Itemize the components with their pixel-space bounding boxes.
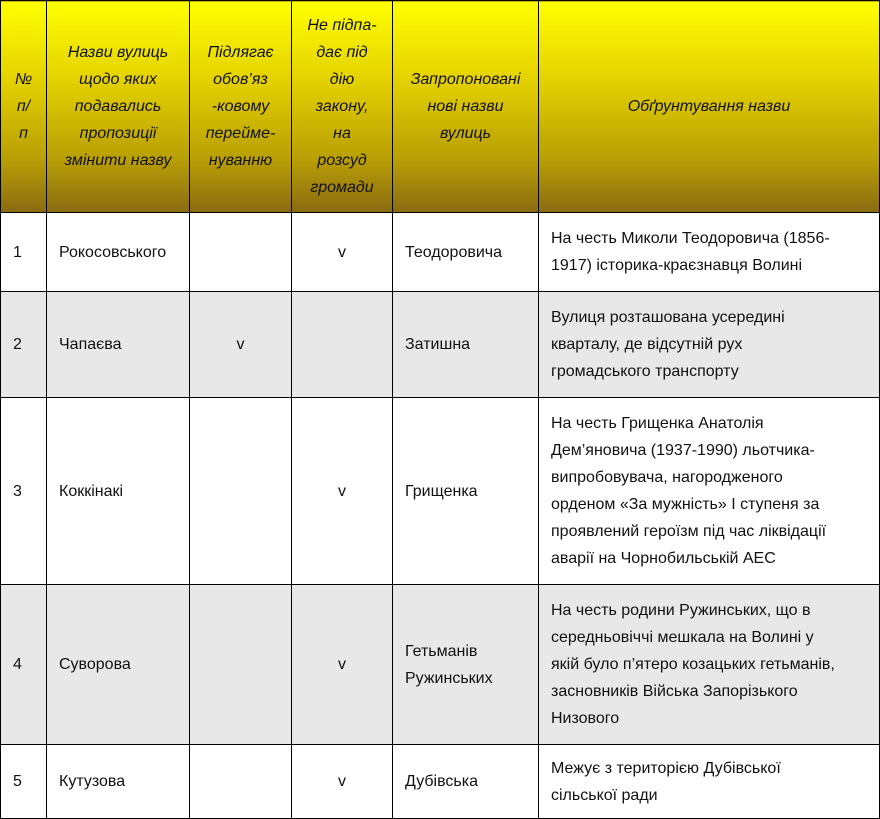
- community-mark: v: [292, 585, 393, 745]
- header-community: Не підпа- дає під дію закону, на розсуд громади: [292, 1, 393, 213]
- row-number: 2: [1, 292, 47, 398]
- reason-text: Вулиця розташована усередині кварталу, де відсутній рух громадського транспорту: [539, 292, 880, 398]
- new-street-name: Грищенка: [393, 398, 539, 585]
- table-row: [1, 213, 880, 292]
- new-street-name: Дубівська: [393, 745, 539, 819]
- community-mark: v: [292, 745, 393, 819]
- old-street-name: Суворова: [47, 585, 190, 745]
- header-reason: Обґрунтування назви: [539, 1, 880, 213]
- header-old-name: Назви вулиць щодо яких подавались пропозиції змінити назву: [47, 1, 190, 213]
- row-number: 3: [1, 398, 47, 585]
- reason-text: На честь Грищенка Анатолія Дем’яновича (1937-1990) льотчика- випробовувача, нагородженого орденом «За мужність» І ступеня за проявлений героїзм під час ліквідації аварії на Чорнобильській АЕС: [539, 398, 880, 585]
- row-number: 4: [1, 585, 47, 745]
- mandatory-mark: v: [190, 292, 292, 398]
- reason-text: На честь Миколи Теодоровича (1856- 1917) історика-краєзнавця Волині: [539, 213, 880, 292]
- community-mark: v: [292, 213, 393, 292]
- table-row: [1, 585, 880, 745]
- community-mark: [292, 292, 393, 398]
- mandatory-mark: [190, 213, 292, 292]
- new-street-name: Затишна: [393, 292, 539, 398]
- header-mandatory: Підлягає обов’яз -ковому переймe- нуванню: [190, 1, 292, 213]
- mandatory-mark: [190, 585, 292, 745]
- old-street-name: Чапаєва: [47, 292, 190, 398]
- reason-text: Межує з територією Дубівської сільської ради: [539, 745, 880, 819]
- old-street-name: Коккінакі: [47, 398, 190, 585]
- header-row: [1, 1, 880, 213]
- table-row: [1, 745, 880, 819]
- old-street-name: Рокосовського: [47, 213, 190, 292]
- row-number: 1: [1, 213, 47, 292]
- community-mark: v: [292, 398, 393, 585]
- header-new-name: Запропоновані нові назви вулиць: [393, 1, 539, 213]
- new-street-name: Гетьманів Ружинських: [393, 585, 539, 745]
- mandatory-mark: [190, 745, 292, 819]
- table-row: [1, 398, 880, 585]
- old-street-name: Кутузова: [47, 745, 190, 819]
- row-number: 5: [1, 745, 47, 819]
- new-street-name: Теодоровича: [393, 213, 539, 292]
- table-row: [1, 292, 880, 398]
- mandatory-mark: [190, 398, 292, 585]
- reason-text: На честь родини Ружинських, що в середньовіччі мешкала на Волині у якій було п’ятеро козацьких гетьманів, засновників Війська Запорізького Низового: [539, 585, 880, 745]
- header-number: № п/ п: [1, 1, 47, 213]
